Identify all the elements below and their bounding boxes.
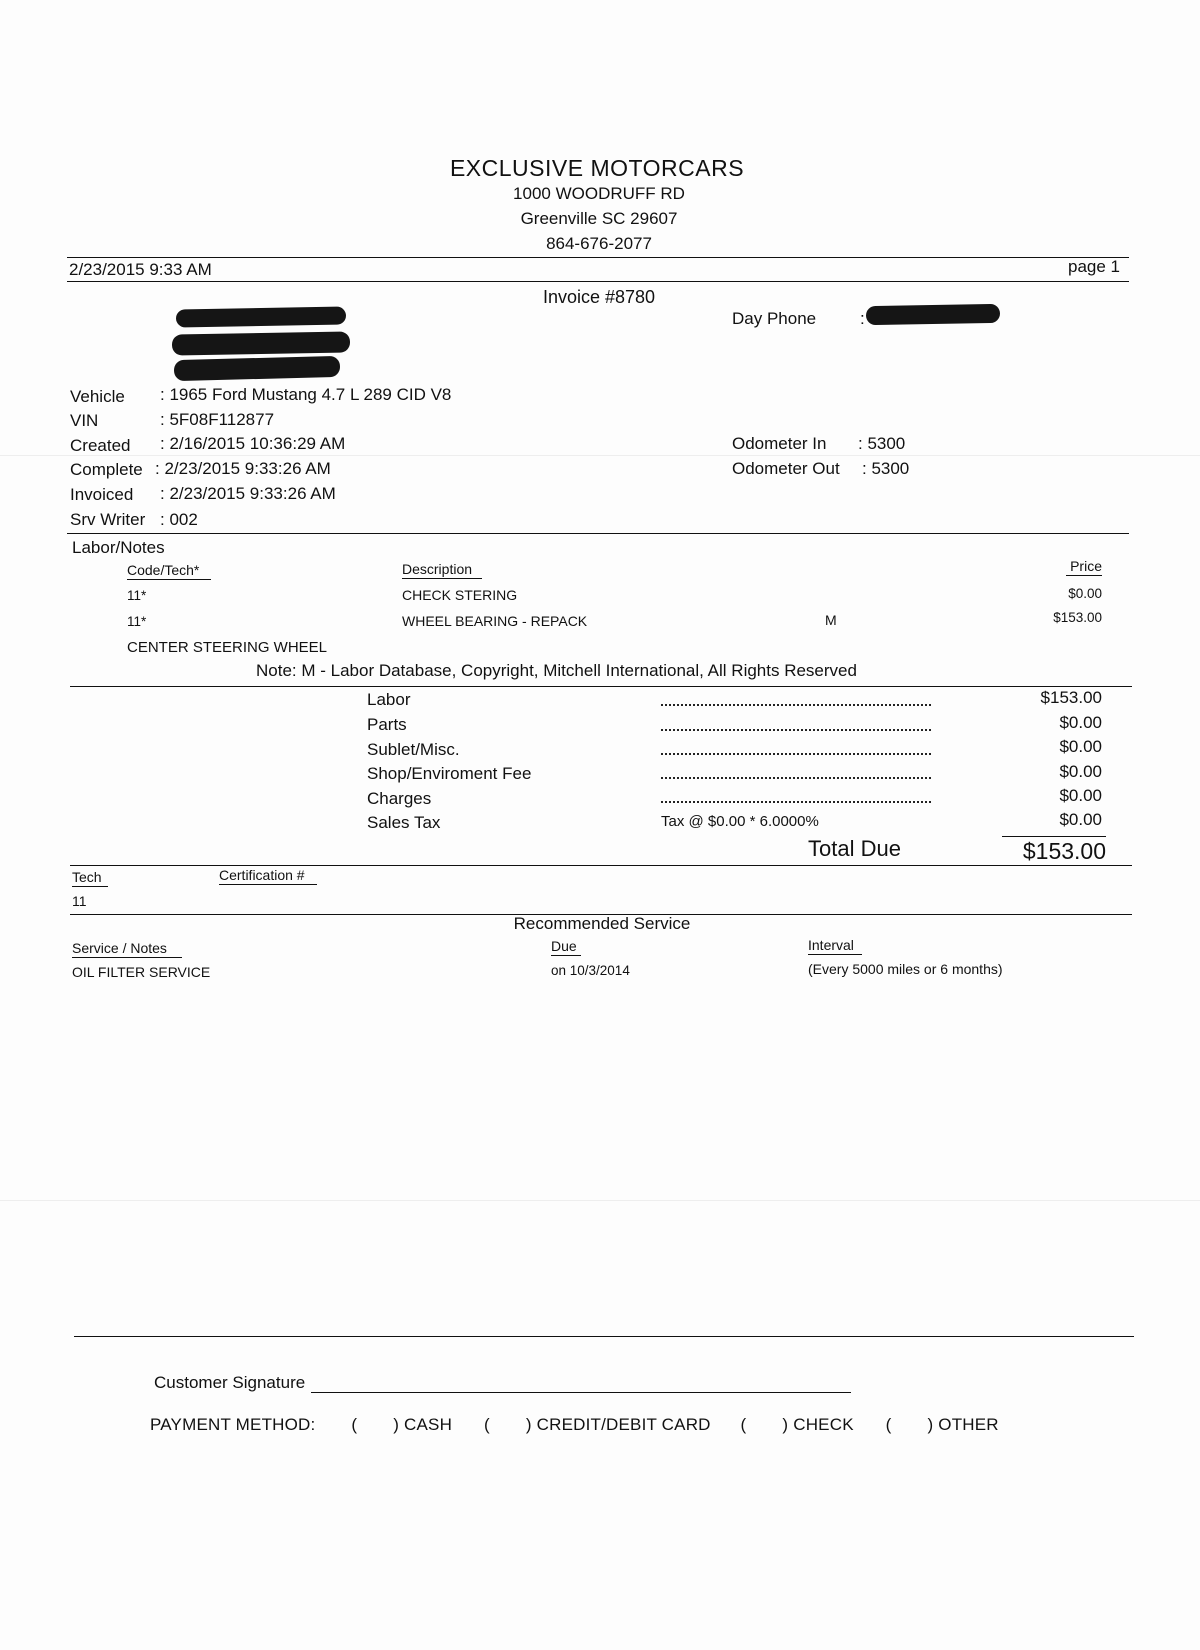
created-label: Created bbox=[70, 436, 131, 455]
labor-row-desc: WHEEL BEARING - REPACK bbox=[402, 613, 588, 629]
odometer-out-label: Odometer Out bbox=[732, 459, 840, 478]
total-amount-charges: $0.00 bbox=[1059, 786, 1102, 805]
col-service-notes: Service / Notes bbox=[72, 940, 182, 958]
srv-writer-value: : 002 bbox=[160, 510, 198, 529]
recommended-service: OIL FILTER SERVICE bbox=[72, 964, 211, 980]
divider bbox=[74, 1336, 1134, 1337]
total-amount-sales-tax: $0.00 bbox=[1059, 810, 1102, 829]
labor-row-code: 11* bbox=[127, 614, 147, 629]
payment-method-label: PAYMENT METHOD: bbox=[150, 1415, 316, 1434]
redacted-customer-address bbox=[172, 331, 350, 355]
divider bbox=[67, 281, 1129, 282]
created-value: : 2/16/2015 10:36:29 AM bbox=[160, 434, 346, 453]
payment-option-card[interactable]: ( ) CREDIT/DEBIT CARD bbox=[483, 1415, 711, 1434]
copyright-note: Note: M - Labor Database, Copyright, Mitchell International, All Rights Reserved bbox=[256, 661, 857, 680]
dot-leader bbox=[661, 729, 931, 731]
recommended-due: on 10/3/2014 bbox=[551, 963, 630, 978]
recommended-interval: (Every 5000 miles or 6 months) bbox=[808, 961, 1003, 977]
tech-value: 11 bbox=[72, 893, 87, 909]
day-phone-label: Day Phone bbox=[732, 309, 817, 328]
business-phone: 864-676-2077 bbox=[546, 234, 652, 253]
vehicle-label: Vehicle bbox=[70, 387, 125, 406]
labor-row-price: $153.00 bbox=[1053, 610, 1102, 625]
odometer-out-value: : 5300 bbox=[862, 459, 910, 478]
recommended-title: Recommended Service bbox=[513, 914, 691, 933]
total-due-amount: $153.00 bbox=[1002, 836, 1106, 865]
labor-note-line: CENTER STEERING WHEEL bbox=[127, 639, 328, 656]
redacted-day-phone bbox=[866, 304, 1000, 325]
customer-signature-label: Customer Signature bbox=[154, 1373, 306, 1392]
business-address: 1000 WOODRUFF RD bbox=[513, 184, 685, 203]
vehicle-value: : 1965 Ford Mustang 4.7 L 289 CID V8 bbox=[160, 385, 452, 404]
total-amount-parts: $0.00 bbox=[1059, 713, 1102, 732]
divider bbox=[67, 533, 1129, 534]
payment-option-other[interactable]: ( ) OTHER bbox=[885, 1415, 999, 1434]
invoiced-value: : 2/23/2015 9:33:26 AM bbox=[160, 484, 336, 503]
dot-leader bbox=[661, 777, 931, 779]
signature-line[interactable] bbox=[311, 1374, 851, 1393]
payment-option-cash[interactable]: ( ) CASH bbox=[351, 1415, 453, 1434]
redacted-customer-name bbox=[176, 307, 346, 328]
col-tech: Tech bbox=[72, 869, 108, 887]
print-date: 2/23/2015 9:33 AM bbox=[69, 260, 212, 279]
vin-label: VIN bbox=[70, 411, 99, 430]
business-city: Greenville SC 29607 bbox=[520, 209, 678, 228]
odometer-in-value: : 5300 bbox=[858, 434, 906, 453]
complete-value: : 2/23/2015 9:33:26 AM bbox=[155, 459, 331, 478]
vin-value: : 5F08F112877 bbox=[160, 410, 275, 429]
odometer-in-label: Odometer In bbox=[732, 434, 827, 453]
total-label-charges: Charges bbox=[367, 789, 432, 808]
total-due-label: Total Due bbox=[808, 836, 901, 861]
col-description: Description bbox=[402, 561, 482, 579]
col-code-tech: Code/Tech* bbox=[127, 562, 211, 580]
total-label-sales-tax: Sales Tax bbox=[367, 813, 441, 832]
paper-fold bbox=[0, 1200, 1200, 1201]
sales-tax-detail: Tax @ $0.00 * 6.0000% bbox=[661, 813, 819, 830]
total-label-shop-fee: Shop/Enviroment Fee bbox=[367, 764, 532, 783]
payment-method-row bbox=[150, 1415, 999, 1435]
total-label-parts: Parts bbox=[367, 715, 407, 734]
customer-signature-row bbox=[154, 1373, 851, 1393]
paper-fold bbox=[0, 455, 1200, 456]
divider bbox=[67, 257, 1129, 258]
labor-row-desc: CHECK STERING bbox=[402, 587, 518, 603]
day-phone-colon: : bbox=[860, 309, 865, 328]
labor-row-code: 11* bbox=[127, 588, 147, 603]
total-amount-labor: $153.00 bbox=[1040, 688, 1102, 707]
labor-section-label: Labor/Notes bbox=[72, 538, 165, 557]
total-label-sublet: Sublet/Misc. bbox=[367, 740, 460, 759]
srv-writer-label: Srv Writer bbox=[70, 510, 146, 529]
labor-row-flag: M bbox=[825, 612, 837, 628]
invoice-number: Invoice #8780 bbox=[542, 287, 656, 307]
dot-leader bbox=[661, 704, 931, 706]
col-price: Price bbox=[1066, 558, 1102, 576]
col-interval: Interval bbox=[808, 937, 862, 955]
total-amount-shop-fee: $0.00 bbox=[1059, 762, 1102, 781]
business-name: EXCLUSIVE MOTORCARS bbox=[449, 155, 745, 181]
labor-row-price: $0.00 bbox=[1068, 586, 1102, 601]
complete-label: Complete bbox=[70, 460, 143, 479]
col-due: Due bbox=[551, 938, 581, 956]
total-amount-sublet: $0.00 bbox=[1059, 737, 1102, 756]
dot-leader bbox=[661, 801, 931, 803]
redacted-customer-city bbox=[174, 356, 340, 381]
payment-option-check[interactable]: ( ) CHECK bbox=[740, 1415, 854, 1434]
divider bbox=[70, 686, 1132, 687]
dot-leader bbox=[661, 753, 931, 755]
col-certification: Certification # bbox=[219, 867, 317, 885]
divider bbox=[70, 865, 1132, 866]
total-label-labor: Labor bbox=[367, 690, 411, 709]
page-number: page 1 bbox=[1068, 257, 1120, 276]
invoiced-label: Invoiced bbox=[70, 485, 134, 504]
